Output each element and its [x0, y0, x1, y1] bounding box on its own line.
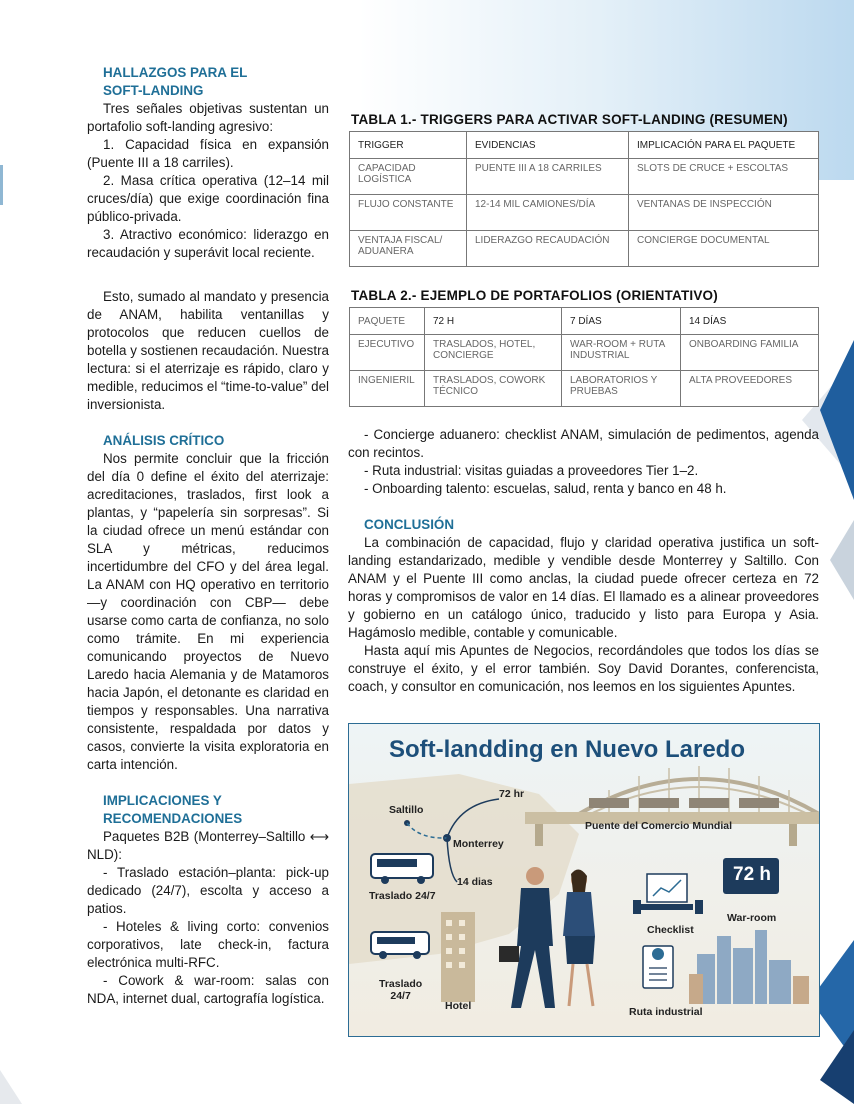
table1: [349, 131, 819, 267]
label-traslado-1: Traslado 24/7: [369, 890, 436, 902]
table2-header: 7 DÍAS: [562, 308, 681, 335]
decorative-left-mark: [0, 165, 4, 205]
hallazgos-paragraph: Esto, sumado al mandato y presencia de ANAM, habilita ventanillas y protocolos que reducen cuellos de botella y sostienen recaudación. Nuestra lectura: si el aterrizaje es rápido, claro y medible, reducimos el “time-to-value” del inversionista.: [87, 289, 329, 412]
table2-cell: EJECUTIVO: [350, 335, 425, 371]
table2-cell: LABORATORIOS Y PRUEBAS: [562, 371, 681, 407]
decorative-left-shape: [0, 1060, 30, 1104]
table1-header: EVIDENCIAS: [467, 132, 629, 159]
hallazgos-intro: Tres señales objetivas sustentan un portafolio soft-landing agresivo:: [87, 101, 329, 134]
label-checklist: Checklist: [647, 924, 694, 936]
table1-cell: SLOTS DE CRUCE + ESCOLTAS: [629, 159, 819, 195]
table1-cell: PUENTE III A 18 CARRILES: [467, 159, 629, 195]
conclusion-paragraph-2: Hasta aquí mis Apuntes de Negocios, recordándoles que todos los días se construye el éxito, y el error también. Soy David Dorantes, conferencista, coach, y consultor en comunicación, nos leemos en los siguientes Apuntes.: [348, 643, 819, 694]
table2-header: PAQUETE: [350, 308, 425, 335]
heading-hallazgos-1: HALLAZGOS PARA EL: [103, 65, 248, 80]
heading-analisis: ANÁLISIS CRÍTICO: [103, 433, 225, 448]
analisis-paragraph: Nos permite concluir que la fricción del día 0 define el éxito del aterrizaje: acreditaciones, traslados, first look a plantas, y “papelería sin sorpresas”. Si la ciudad ofrece un menú estándar con SLA y métricas, reducimos incertidumbre del CFO y del área legal. La ANAM con HQ operativo en territorio —y coordinación con CBP— debe usarse como carta de confianza, no solo como trámite. En mi experiencia comunicando proyectos de Nuevo Laredo hacia Alemania y de Matamoros hacia Japón, el detonante es claridad en tiempos y responsables. Una narrativa consistente, respaldada por datos y casos, convierte la visita exploratoria en carta intención.: [87, 451, 329, 772]
table1-cell: 12-14 MIL CAMIONES/DÍA: [467, 195, 629, 231]
table1-cell: CONCIERGE DOCUMENTAL: [629, 231, 819, 267]
table2-cell: ALTA PROVEEDORES: [681, 371, 819, 407]
table2-cell: ONBOARDING FAMILIA: [681, 335, 819, 371]
label-14-dias: 14 dias: [457, 876, 493, 888]
bullet-concierge: - Concierge aduanero: checklist ANAM, simulación de pedimentos, agenda con recintos.: [348, 427, 819, 460]
warroom-badge: 72 h: [733, 864, 772, 885]
table1-cell: LIDERAZGO RECAUDACIÓN: [467, 231, 629, 267]
table2-header: 14 DÍAS: [681, 308, 819, 335]
label-monterrey: Monterrey: [453, 838, 504, 850]
bullet-ruta: - Ruta industrial: visitas guiadas a proveedores Tier 1–2.: [364, 463, 699, 478]
table1-header: TRIGGER: [350, 132, 467, 159]
left-column: [87, 64, 329, 1008]
implicaciones-item-1: - Traslado estación–planta: pick-up dedicado (24/7), escolta y acceso a patios.: [87, 865, 329, 916]
table1-cell: VENTANAS DE INSPECCIÓN: [629, 195, 819, 231]
label-warroom: War-room: [727, 912, 777, 924]
table2-cell: TRASLADOS, HOTEL, CONCIERGE: [425, 335, 562, 371]
heading-implicaciones-1: IMPLICACIONES Y: [103, 793, 222, 808]
infographic-title: Soft-landding en Nuevo Laredo: [389, 736, 746, 763]
label-72hr: 72 hr: [499, 788, 525, 800]
table2: [349, 307, 819, 407]
table1-cell: VENTAJA FISCAL/ ADUANERA: [350, 231, 467, 267]
table2-cell: INGENIERIL: [350, 371, 425, 407]
table1-header: IMPLICACIÓN PARA EL PAQUETE: [629, 132, 819, 159]
right-column: [348, 426, 819, 696]
label-saltillo: Saltillo: [389, 804, 424, 816]
implicaciones-item-3: - Cowork & war-room: salas con NDA, internet dual, cartografía logística.: [87, 973, 329, 1006]
label-ruta-industrial: Ruta industrial: [629, 1006, 703, 1018]
hallazgos-item-2: 2. Masa crítica operativa (12–14 mil cruces/día) que exige coordinación fina público-privada.: [87, 173, 329, 224]
heading-implicaciones-2: RECOMENDACIONES: [103, 811, 243, 826]
table2-cell: TRASLADOS, COWORK TÉCNICO: [425, 371, 562, 407]
table2-title: TABLA 2.- EJEMPLO DE PORTAFOLIOS (ORIENTATIVO): [351, 288, 718, 303]
label-bridge: Puente del Comercio Mundial: [585, 820, 733, 832]
table2-header: 72 H: [425, 308, 562, 335]
hallazgos-item-3: 3. Atractivo económico: liderazgo en recaudación y superávit local reciente.: [87, 227, 329, 260]
table1-cell: CAPACIDAD LOGÍSTICA: [350, 159, 467, 195]
label-traslado-2-line1: Traslado: [379, 978, 423, 990]
implicaciones-intro: Paquetes B2B (Monterrey–Saltillo ⟷ NLD):: [87, 829, 329, 862]
table1-cell: FLUJO CONSTANTE: [350, 195, 467, 231]
table1-title: TABLA 1.- TRIGGERS PARA ACTIVAR SOFT-LANDING (RESUMEN): [351, 112, 788, 127]
table2-cell: WAR-ROOM + RUTA INDUSTRIAL: [562, 335, 681, 371]
heading-conclusion: CONCLUSIÓN: [364, 517, 455, 532]
infographic: [348, 723, 820, 1037]
heading-hallazgos-2: SOFT-LANDING: [103, 83, 204, 98]
conclusion-paragraph-1: La combinación de capacidad, flujo y claridad operativa justifica un soft-landing estandarizado, medible y vendible desde Monterrey y Saltillo. Con ANAM y el Puente III como anclas, la ciudad puede ofrecer certeza en 72 horas y compromisos de valor en 14 días. El llamado es a alinear proveedores y gobierno en un catálogo único, traducido y listo para Europa y Asia. Hagámoslo medible, contable y comunicable.: [348, 535, 819, 640]
label-traslado-2-line2: 24/7: [390, 990, 411, 1002]
label-traslado-2: [379, 978, 422, 1002]
label-hotel: Hotel: [445, 1000, 472, 1012]
implicaciones-item-2: - Hoteles & living corto: convenios corporativos, late check-in, factura electrónica multi-RFC.: [87, 919, 329, 970]
bullet-onboarding: - Onboarding talento: escuelas, salud, renta y banco en 48 h.: [364, 481, 727, 496]
hallazgos-item-1: 1. Capacidad física en expansión (Puente III a 18 carriles).: [87, 137, 329, 170]
